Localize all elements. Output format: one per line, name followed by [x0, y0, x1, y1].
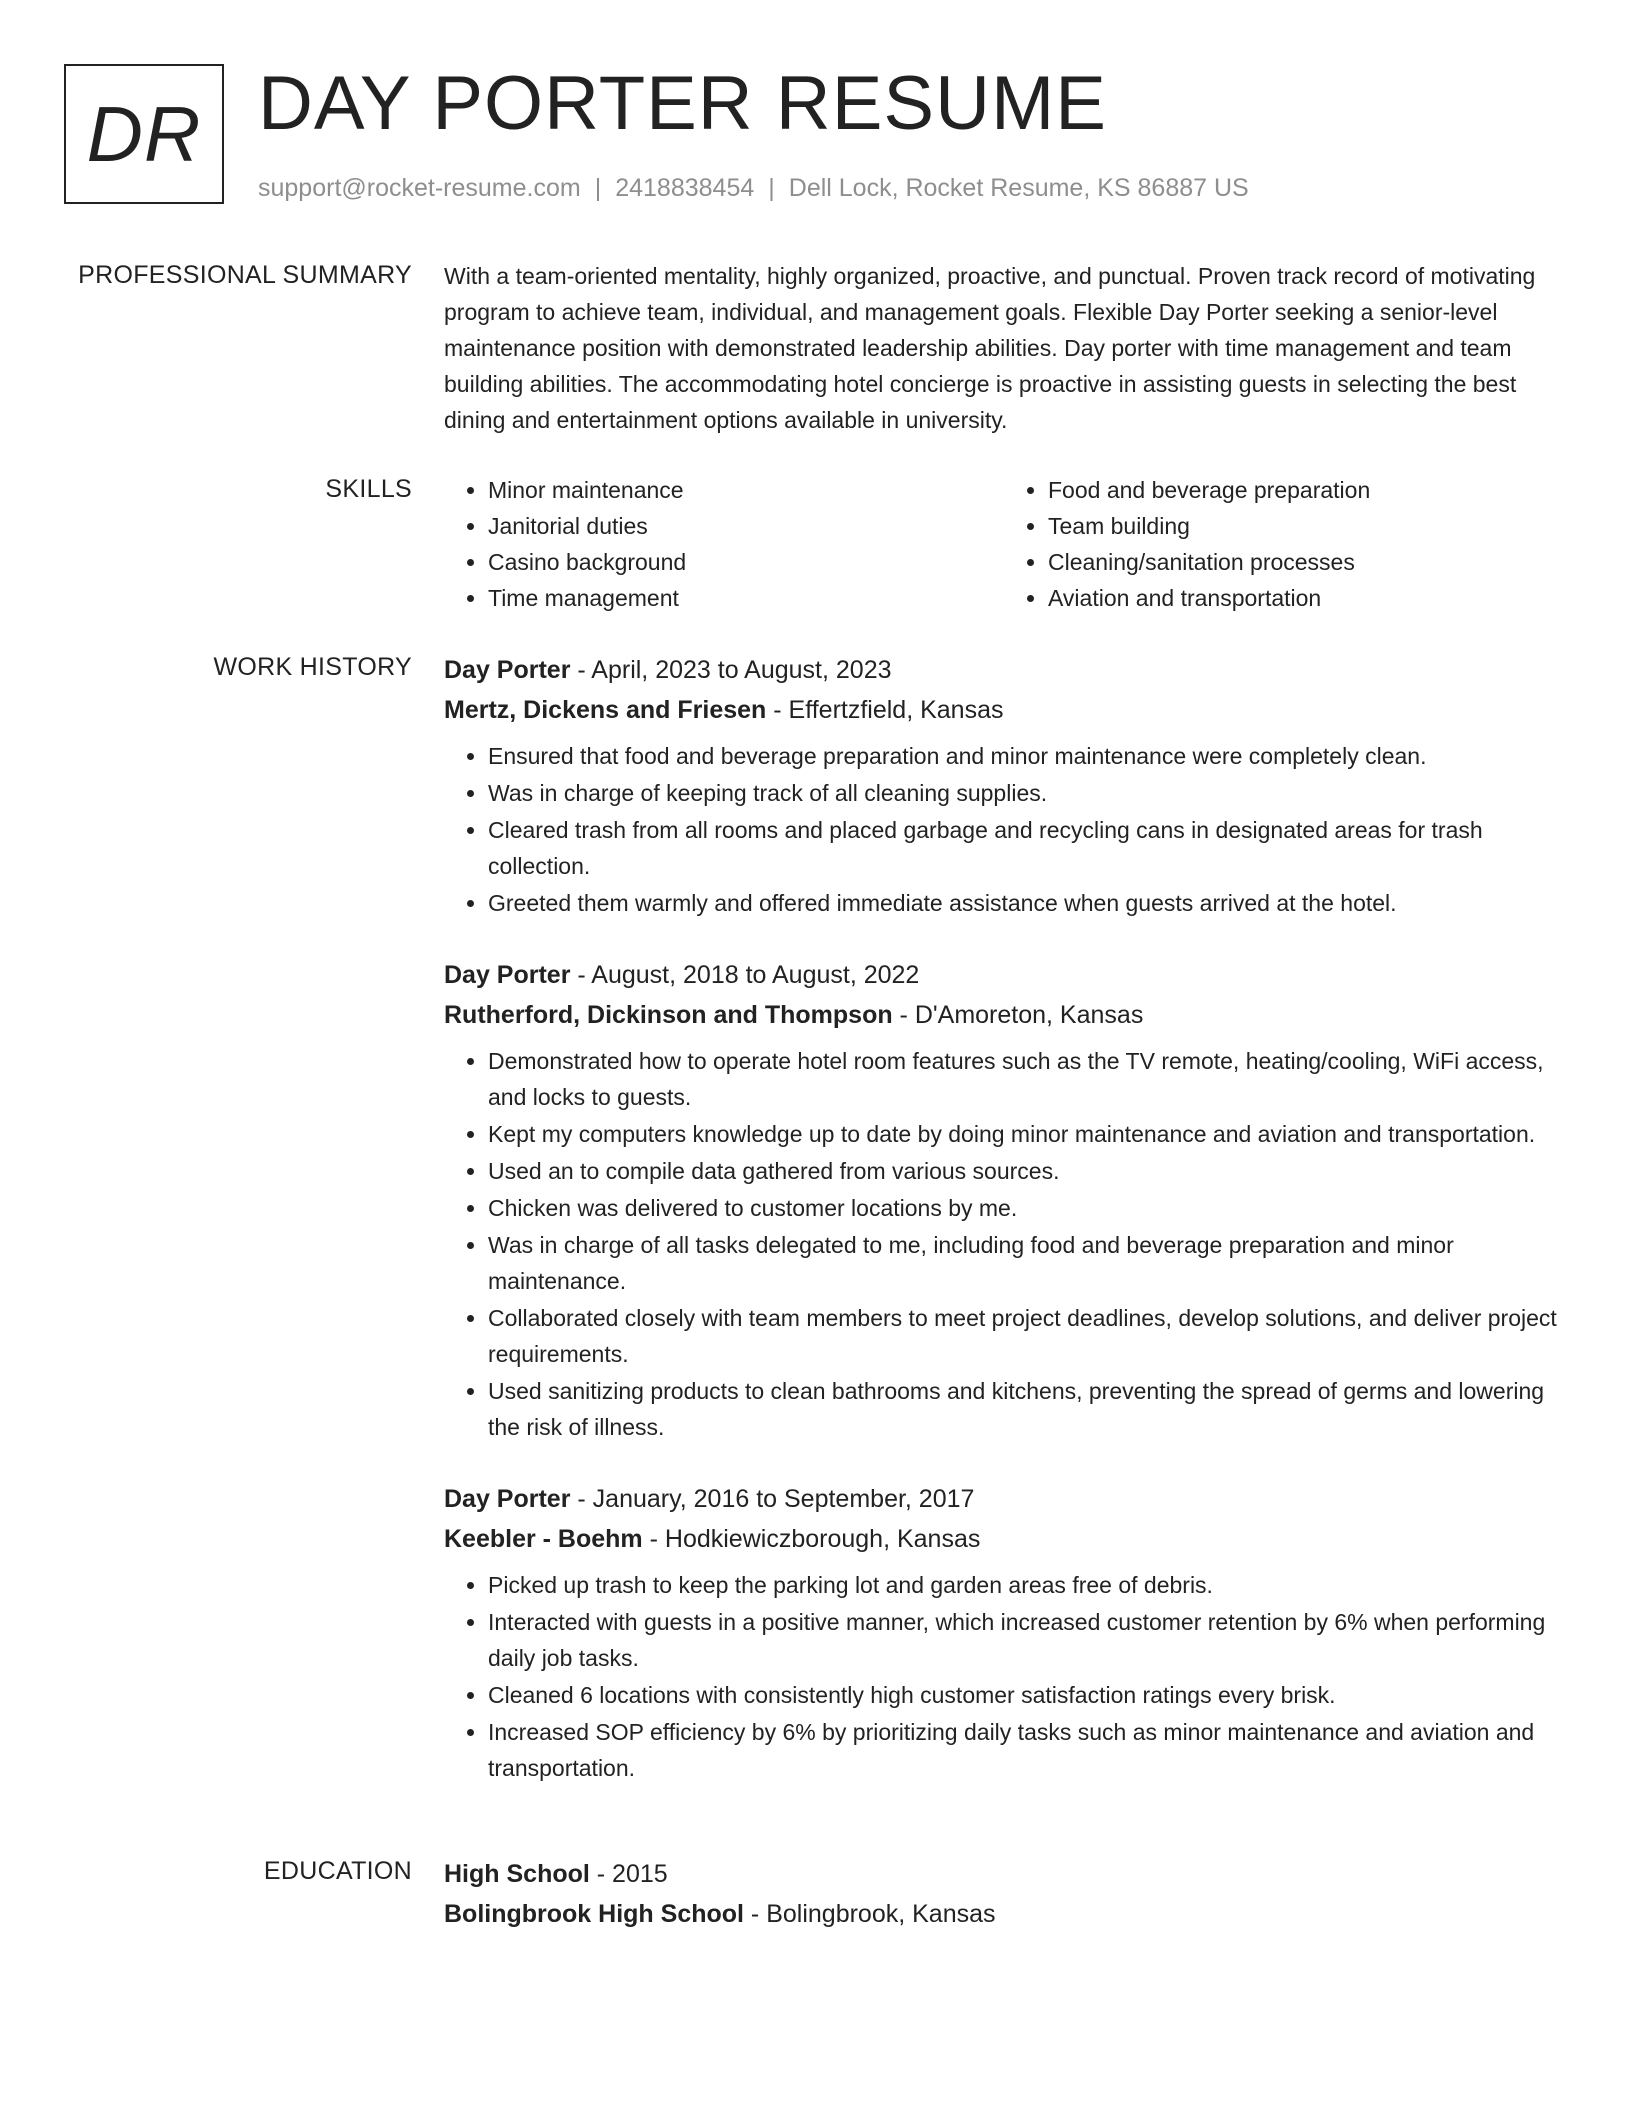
job-entry	[444, 955, 1564, 1445]
job-bullet: • Was in charge of all tasks delegated to me, including food and beverage preparation and minor maintenance.	[488, 1227, 1564, 1299]
contact-address: Dell Lock, Rocket Resume, KS 86887 US	[788, 174, 1249, 202]
job-bullet: • Ensured that food and beverage preparation and minor maintenance were completely clean.	[488, 738, 1564, 774]
job-company-line	[444, 995, 1564, 1035]
skills-body	[444, 472, 1564, 616]
work-history-section	[64, 650, 1564, 1820]
job-location: - D'Amoreton, Kansas	[892, 1001, 1144, 1029]
job-title: Day Porter	[444, 656, 571, 684]
job-dates: - August, 2018 to August, 2022	[570, 961, 920, 989]
education-body	[444, 1854, 1564, 1934]
job-bullet: • Increased SOP efficiency by 6% by prioritizing daily tasks such as minor maintenance and aviation and transportation.	[488, 1714, 1564, 1786]
skills-section	[64, 472, 1564, 616]
education-year: - 2015	[589, 1860, 668, 1888]
education-school-line	[444, 1894, 1564, 1934]
job-bullets	[444, 738, 1564, 921]
job-bullets	[444, 1043, 1564, 1445]
job-location: - Hodkiewiczborough, Kansas	[642, 1525, 981, 1553]
job-bullet: • Demonstrated how to operate hotel room features such as the TV remote, heating/cooling, WiFi access, and locks to guests.	[488, 1043, 1564, 1115]
contact-line	[258, 174, 1249, 203]
education-location: - Bolingbrook, Kansas	[743, 1900, 996, 1928]
skills-grid	[444, 472, 1564, 616]
skill-item: • Team building	[1048, 508, 1564, 544]
job-bullet: • Greeted them warmly and offered immediate assistance when guests arrived at the hotel.	[488, 885, 1564, 921]
summary-body	[444, 258, 1564, 438]
section-label-education: EDUCATION	[263, 1857, 412, 1885]
skill-item: • Food and beverage preparation	[1048, 472, 1564, 508]
contact-email: support@rocket-resume.com	[258, 174, 581, 202]
job-location: - Effertzfield, Kansas	[766, 696, 1004, 724]
job-company: Keebler - Boehm	[444, 1525, 643, 1553]
job-title-line	[444, 1479, 1564, 1519]
skill-item: • Aviation and transportation	[1048, 580, 1564, 616]
skill-item: • Casino background	[488, 544, 1004, 580]
resume-sections	[64, 258, 1564, 1968]
job-bullet: • Kept my computers knowledge up to date by doing minor maintenance and aviation and transportation.	[488, 1116, 1564, 1152]
job-company: Rutherford, Dickinson and Thompson	[444, 1001, 893, 1029]
job-title-line	[444, 955, 1564, 995]
job-company-line	[444, 690, 1564, 730]
job-bullet: • Used an to compile data gathered from various sources.	[488, 1153, 1564, 1189]
job-entry	[444, 1479, 1564, 1786]
monogram-logo: DR	[64, 64, 224, 204]
skill-item: • Minor maintenance	[488, 472, 1004, 508]
education-school: Bolingbrook High School	[444, 1900, 744, 1928]
job-bullet: • Used sanitizing products to clean bathrooms and kitchens, preventing the spread of germs and lowering the risk of illness.	[488, 1373, 1564, 1445]
contact-phone: 2418838454	[615, 174, 755, 202]
work-history-body	[444, 650, 1564, 1820]
job-dates: - April, 2023 to August, 2023	[570, 656, 892, 684]
job-company: Mertz, Dickens and Friesen	[444, 696, 767, 724]
contact-separator: |	[768, 174, 775, 202]
job-title: Day Porter	[444, 961, 571, 989]
job-bullet: • Interacted with guests in a positive manner, which increased customer retention by 6% when performing daily job tasks.	[488, 1604, 1564, 1676]
job-bullet: • Cleaned 6 locations with consistently high customer satisfaction ratings every brisk.	[488, 1677, 1564, 1713]
job-title: Day Porter	[444, 1485, 571, 1513]
job-bullets	[444, 1567, 1564, 1786]
job-entry	[444, 650, 1564, 921]
section-label-work-history: WORK HISTORY	[213, 653, 412, 681]
job-bullet: • Picked up trash to keep the parking lot and garden areas free of debris.	[488, 1567, 1564, 1603]
education-degree: High School	[444, 1860, 590, 1888]
skills-column-right	[1004, 472, 1564, 616]
skill-item: • Time management	[488, 580, 1004, 616]
skill-item: • Janitorial duties	[488, 508, 1004, 544]
education-degree-line	[444, 1854, 1564, 1894]
resume-header	[64, 61, 1564, 214]
section-label-summary: PROFESSIONAL SUMMARY	[78, 261, 412, 289]
job-bullet: • Was in charge of keeping track of all cleaning supplies.	[488, 775, 1564, 811]
job-bullet: • Collaborated closely with team members to meet project deadlines, develop solutions, and deliver project requirements.	[488, 1300, 1564, 1372]
job-company-line	[444, 1519, 1564, 1559]
job-bullet: • Chicken was delivered to customer locations by me.	[488, 1190, 1564, 1226]
skills-column-left	[444, 472, 1004, 616]
summary-text: With a team-oriented mentality, highly organized, proactive, and punctual. Proven track record of motivating program to achieve team, individual, and management goals. Flexible Day Porter seeking a senior-level maintenance position with demonstrated leadership abilities. Day porter with time management and team building abilities. The accommodating hotel concierge is proactive in assisting guests in selecting the best dining and entertainment options available in university.	[444, 263, 1536, 433]
skill-item: • Cleaning/sanitation processes	[1048, 544, 1564, 580]
resume-title: DAY PORTER RESUME	[258, 61, 1107, 146]
contact-separator: |	[594, 174, 602, 202]
professional-summary-section	[64, 258, 1564, 438]
job-dates: - January, 2016 to September, 2017	[570, 1485, 975, 1513]
section-label-skills: SKILLS	[325, 475, 412, 503]
job-title-line	[444, 650, 1564, 690]
education-section	[64, 1854, 1564, 1934]
job-bullet: • Cleared trash from all rooms and placed garbage and recycling cans in designated areas for trash collection.	[488, 812, 1564, 884]
